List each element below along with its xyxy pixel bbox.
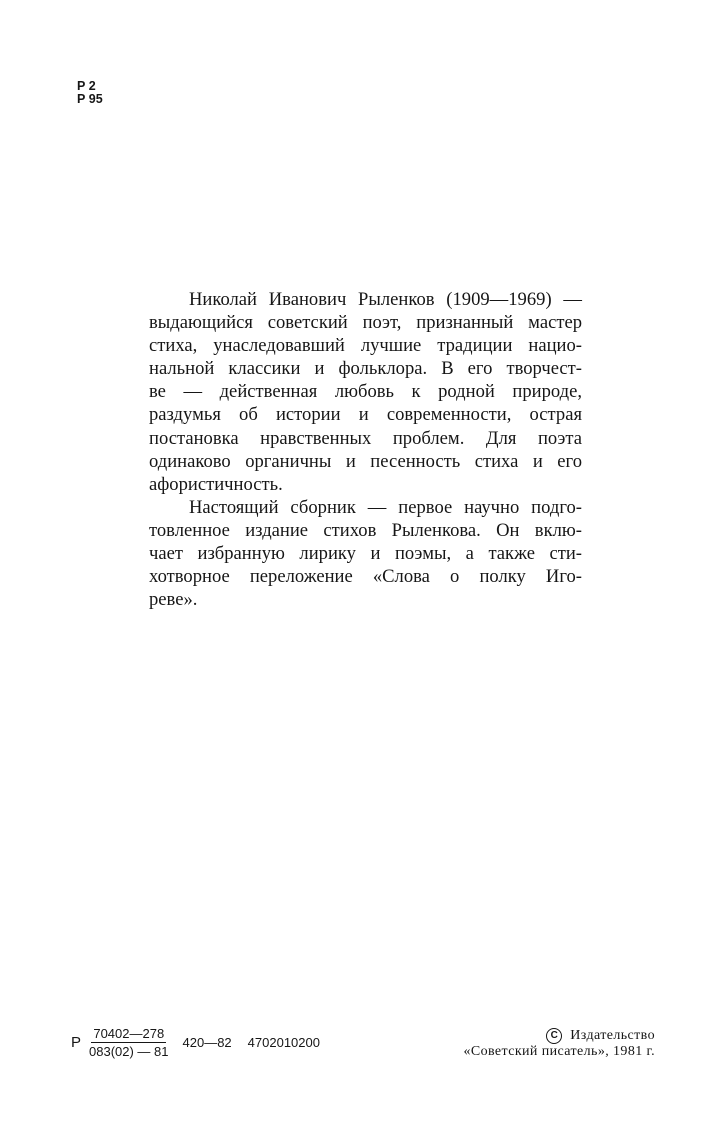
imprint-numerator: 70402—278 xyxy=(93,1026,165,1041)
text-line: раздумья об истории и современности, острая xyxy=(149,404,582,426)
text-line: чает избранную лирику и поэмы, а также сти- xyxy=(149,543,582,565)
text-line: реве». xyxy=(149,589,198,611)
text-line: стиха, унаследовавший лучшие традиции нацио- xyxy=(149,335,582,357)
annotation-paragraph-1 xyxy=(149,288,582,496)
copyright-icon: C xyxy=(546,1028,562,1044)
classification-codes xyxy=(77,80,103,106)
imprint-letter: Р xyxy=(71,1034,82,1051)
classification-code-2: Р 95 xyxy=(77,92,103,106)
text-line: Настоящий сборник — первое научно подго- xyxy=(189,496,582,518)
text-line: хотворное переложение «Слова о полку Иго- xyxy=(149,566,582,588)
text-line: товленное издание стихов Рыленкова. Он вклю- xyxy=(149,519,582,541)
imprint-codes xyxy=(71,1026,336,1059)
text-line: нальной классики и фольклора. В его творчест- xyxy=(149,358,582,380)
imprint-fraction xyxy=(87,1026,171,1059)
annotation-text xyxy=(149,288,582,611)
text-line: постановка нравственных проблем. Для поэта xyxy=(149,427,582,449)
copyright-line xyxy=(463,1028,655,1044)
publisher-name-year: «Советский писатель», 1981 г. xyxy=(463,1044,655,1059)
classification-code-1: Р 2 xyxy=(77,79,96,93)
text-line: ве — действенная любовь к родной природе, xyxy=(149,381,582,403)
imprint-denominator: 083(02) — 81 xyxy=(89,1044,169,1059)
publisher-copyright xyxy=(463,1028,655,1060)
imprint-code-2: 4702010200 xyxy=(247,1035,320,1050)
imprint-code-1: 420—82 xyxy=(182,1035,232,1050)
text-line: одинаково органичны и песенность стиха и его xyxy=(149,450,582,472)
publisher-label: Издательство xyxy=(570,1028,655,1043)
text-line: афористичность. xyxy=(149,473,283,495)
text-line: выдающийся советский поэт, признанный мастер xyxy=(149,312,582,334)
annotation-paragraph-2 xyxy=(149,496,582,611)
text-line: Николай Иванович Рыленков (1909—1969) — xyxy=(189,289,582,310)
